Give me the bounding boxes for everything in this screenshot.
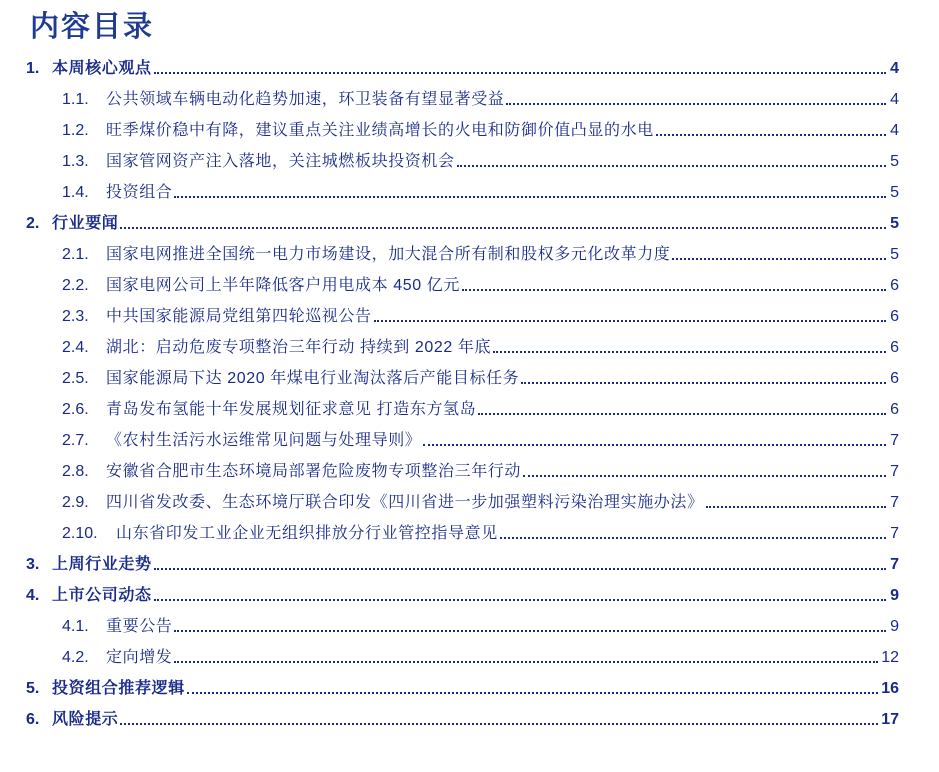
toc-entry-title: 青岛发布氢能十年发展规划征求意见 打造东方氢岛 [106,401,477,418]
toc-entry-title: 安徽省合肥市生态环境局部署危险废物专项整治三年行动 [106,463,522,480]
dot-leader [154,72,886,74]
toc-entry-2-6[interactable] [62,396,899,420]
toc-entry-page: 16 [881,680,899,697]
dot-leader [154,599,886,601]
toc-entry-title: 国家电网公司上半年降低客户用电成本 450 亿元 [106,277,460,294]
toc-entry-page: 7 [890,494,899,511]
toc-entry-title: 定向增发 [106,649,173,666]
toc-entry-number: 2.1. [62,246,89,263]
dot-leader [423,444,886,446]
toc-entry-6[interactable] [26,706,899,730]
toc-entry-2-4[interactable] [62,334,899,358]
toc-entry-2-2[interactable] [62,272,899,296]
toc-entry-number: 1. [26,60,40,77]
toc-entry-number: 2.6. [62,401,89,418]
dot-leader [462,289,886,291]
toc-entry-page: 4 [890,122,899,139]
page-title: 内容目录 [30,9,155,43]
toc-entry-1-3[interactable] [62,148,899,172]
toc-entry-title: 旺季煤价稳中有降，建议重点关注业绩高增长的火电和防御价值凸显的水电 [106,122,654,139]
toc-entry-title: 上市公司动态 [52,587,152,604]
toc-entry-page: 12 [881,649,899,666]
toc-entry-number: 2.4. [62,339,89,356]
dot-leader [478,413,886,415]
toc-entry-page: 9 [890,587,899,604]
toc-entry-2-5[interactable] [62,365,899,389]
toc-entry-number: 4.2. [62,649,89,666]
toc-entry-page: 6 [890,370,899,387]
toc-entry-number: 2.5. [62,370,89,387]
toc-entry-page: 5 [890,246,899,263]
toc-entry-number: 1.3. [62,153,89,170]
dot-leader [174,661,878,663]
toc-entry-title: 国家电网推进全国统一电力市场建设，加大混合所有制和股权多元化改革力度 [106,246,671,263]
dot-leader [521,382,886,384]
dot-leader [493,351,886,353]
dot-leader [174,196,886,198]
toc-entry-page: 6 [890,308,899,325]
dot-leader [120,723,878,725]
dot-leader [374,320,886,322]
dot-leader [120,227,886,229]
toc-entry-2-9[interactable] [62,489,899,513]
toc-entry-page: 7 [890,432,899,449]
toc-entry-number: 6. [26,711,40,728]
toc-entry-2-10[interactable] [62,520,899,544]
toc-entry-page: 5 [890,153,899,170]
toc-entry-3[interactable] [26,551,899,575]
toc-entry-title: 上周行业走势 [52,556,152,573]
toc-entry-number: 1.4. [62,184,89,201]
toc-entry-page: 6 [890,277,899,294]
toc-entry-title: 四川省发改委、生态环境厅联合印发《四川省进一步加强塑料污染治理实施办法》 [106,494,704,511]
toc-entry-2-3[interactable] [62,303,899,327]
toc-entry-2-8[interactable] [62,458,899,482]
dot-leader [500,537,886,539]
toc-entry-page: 7 [890,463,899,480]
dot-leader [457,165,886,167]
toc-entry-1-2[interactable] [62,117,899,141]
toc-entry-number: 2.3. [62,308,89,325]
toc-entry-number: 2.7. [62,432,89,449]
toc-entry-5[interactable] [26,675,899,699]
toc-entry-number: 2.10. [62,525,98,542]
toc-entry-title: 《农村生活污水运维常见问题与处理导则》 [106,432,422,449]
toc-entry-2-1[interactable] [62,241,899,265]
toc-entry-number: 2.8. [62,463,89,480]
dot-leader [672,258,886,260]
toc-entry-title: 山东省印发工业企业无组织排放分行业管控指导意见 [116,525,498,542]
toc-entry-page: 5 [890,215,899,232]
toc-entry-page: 9 [890,618,899,635]
toc-entry-title: 行业要闻 [52,215,119,232]
toc-entry-page: 6 [890,339,899,356]
toc-entry-1[interactable] [26,55,899,79]
toc-entry-2-7[interactable] [62,427,899,451]
toc-entry-4-1[interactable] [62,613,899,637]
toc-entry-number: 1.1. [62,91,89,108]
toc-entry-page: 5 [890,184,899,201]
toc-entry-page: 4 [890,91,899,108]
toc-entry-title: 公共领域车辆电动化趋势加速，环卫装备有望显著受益 [106,91,505,108]
toc-entry-title: 国家管网资产注入落地，关注城燃板块投资机会 [106,153,455,170]
toc-entry-number: 4. [26,587,40,604]
toc-entry-number: 3. [26,556,40,573]
dot-leader [174,630,886,632]
toc-entry-number: 4.1. [62,618,89,635]
dot-leader [154,568,886,570]
toc-entry-title: 风险提示 [52,711,119,728]
dot-leader [656,134,886,136]
toc-entry-number: 2. [26,215,40,232]
dot-leader [706,506,886,508]
toc-entry-1-4[interactable] [62,179,899,203]
toc-entry-page: 6 [890,401,899,418]
toc-entry-1-1[interactable] [62,86,899,110]
dot-leader [187,692,878,694]
toc-entry-page: 7 [890,556,899,573]
toc-entry-page: 7 [890,525,899,542]
dot-leader [523,475,886,477]
toc-entry-page: 4 [890,60,899,77]
toc-entry-number: 2.9. [62,494,89,511]
toc-entry-title: 国家能源局下达 2020 年煤电行业淘汰落后产能目标任务 [106,370,520,387]
toc-entry-title: 湖北：启动危废专项整治三年行动 持续到 2022 年底 [106,339,492,356]
toc-entry-title: 中共国家能源局党组第四轮巡视公告 [106,308,372,325]
toc-entry-number: 2.2. [62,277,89,294]
toc-entry-4[interactable] [26,582,899,606]
toc-entry-title: 投资组合 [106,184,173,201]
toc-entry-2[interactable] [26,210,899,234]
toc-entry-page: 17 [881,711,899,728]
toc-entry-number: 5. [26,680,40,697]
dot-leader [506,103,886,105]
toc-entry-title: 本周核心观点 [52,60,152,77]
toc-entry-title: 投资组合推荐逻辑 [52,680,185,697]
toc-entry-title: 重要公告 [106,618,173,635]
toc-entry-number: 1.2. [62,122,89,139]
toc-entry-4-2[interactable] [62,644,899,668]
